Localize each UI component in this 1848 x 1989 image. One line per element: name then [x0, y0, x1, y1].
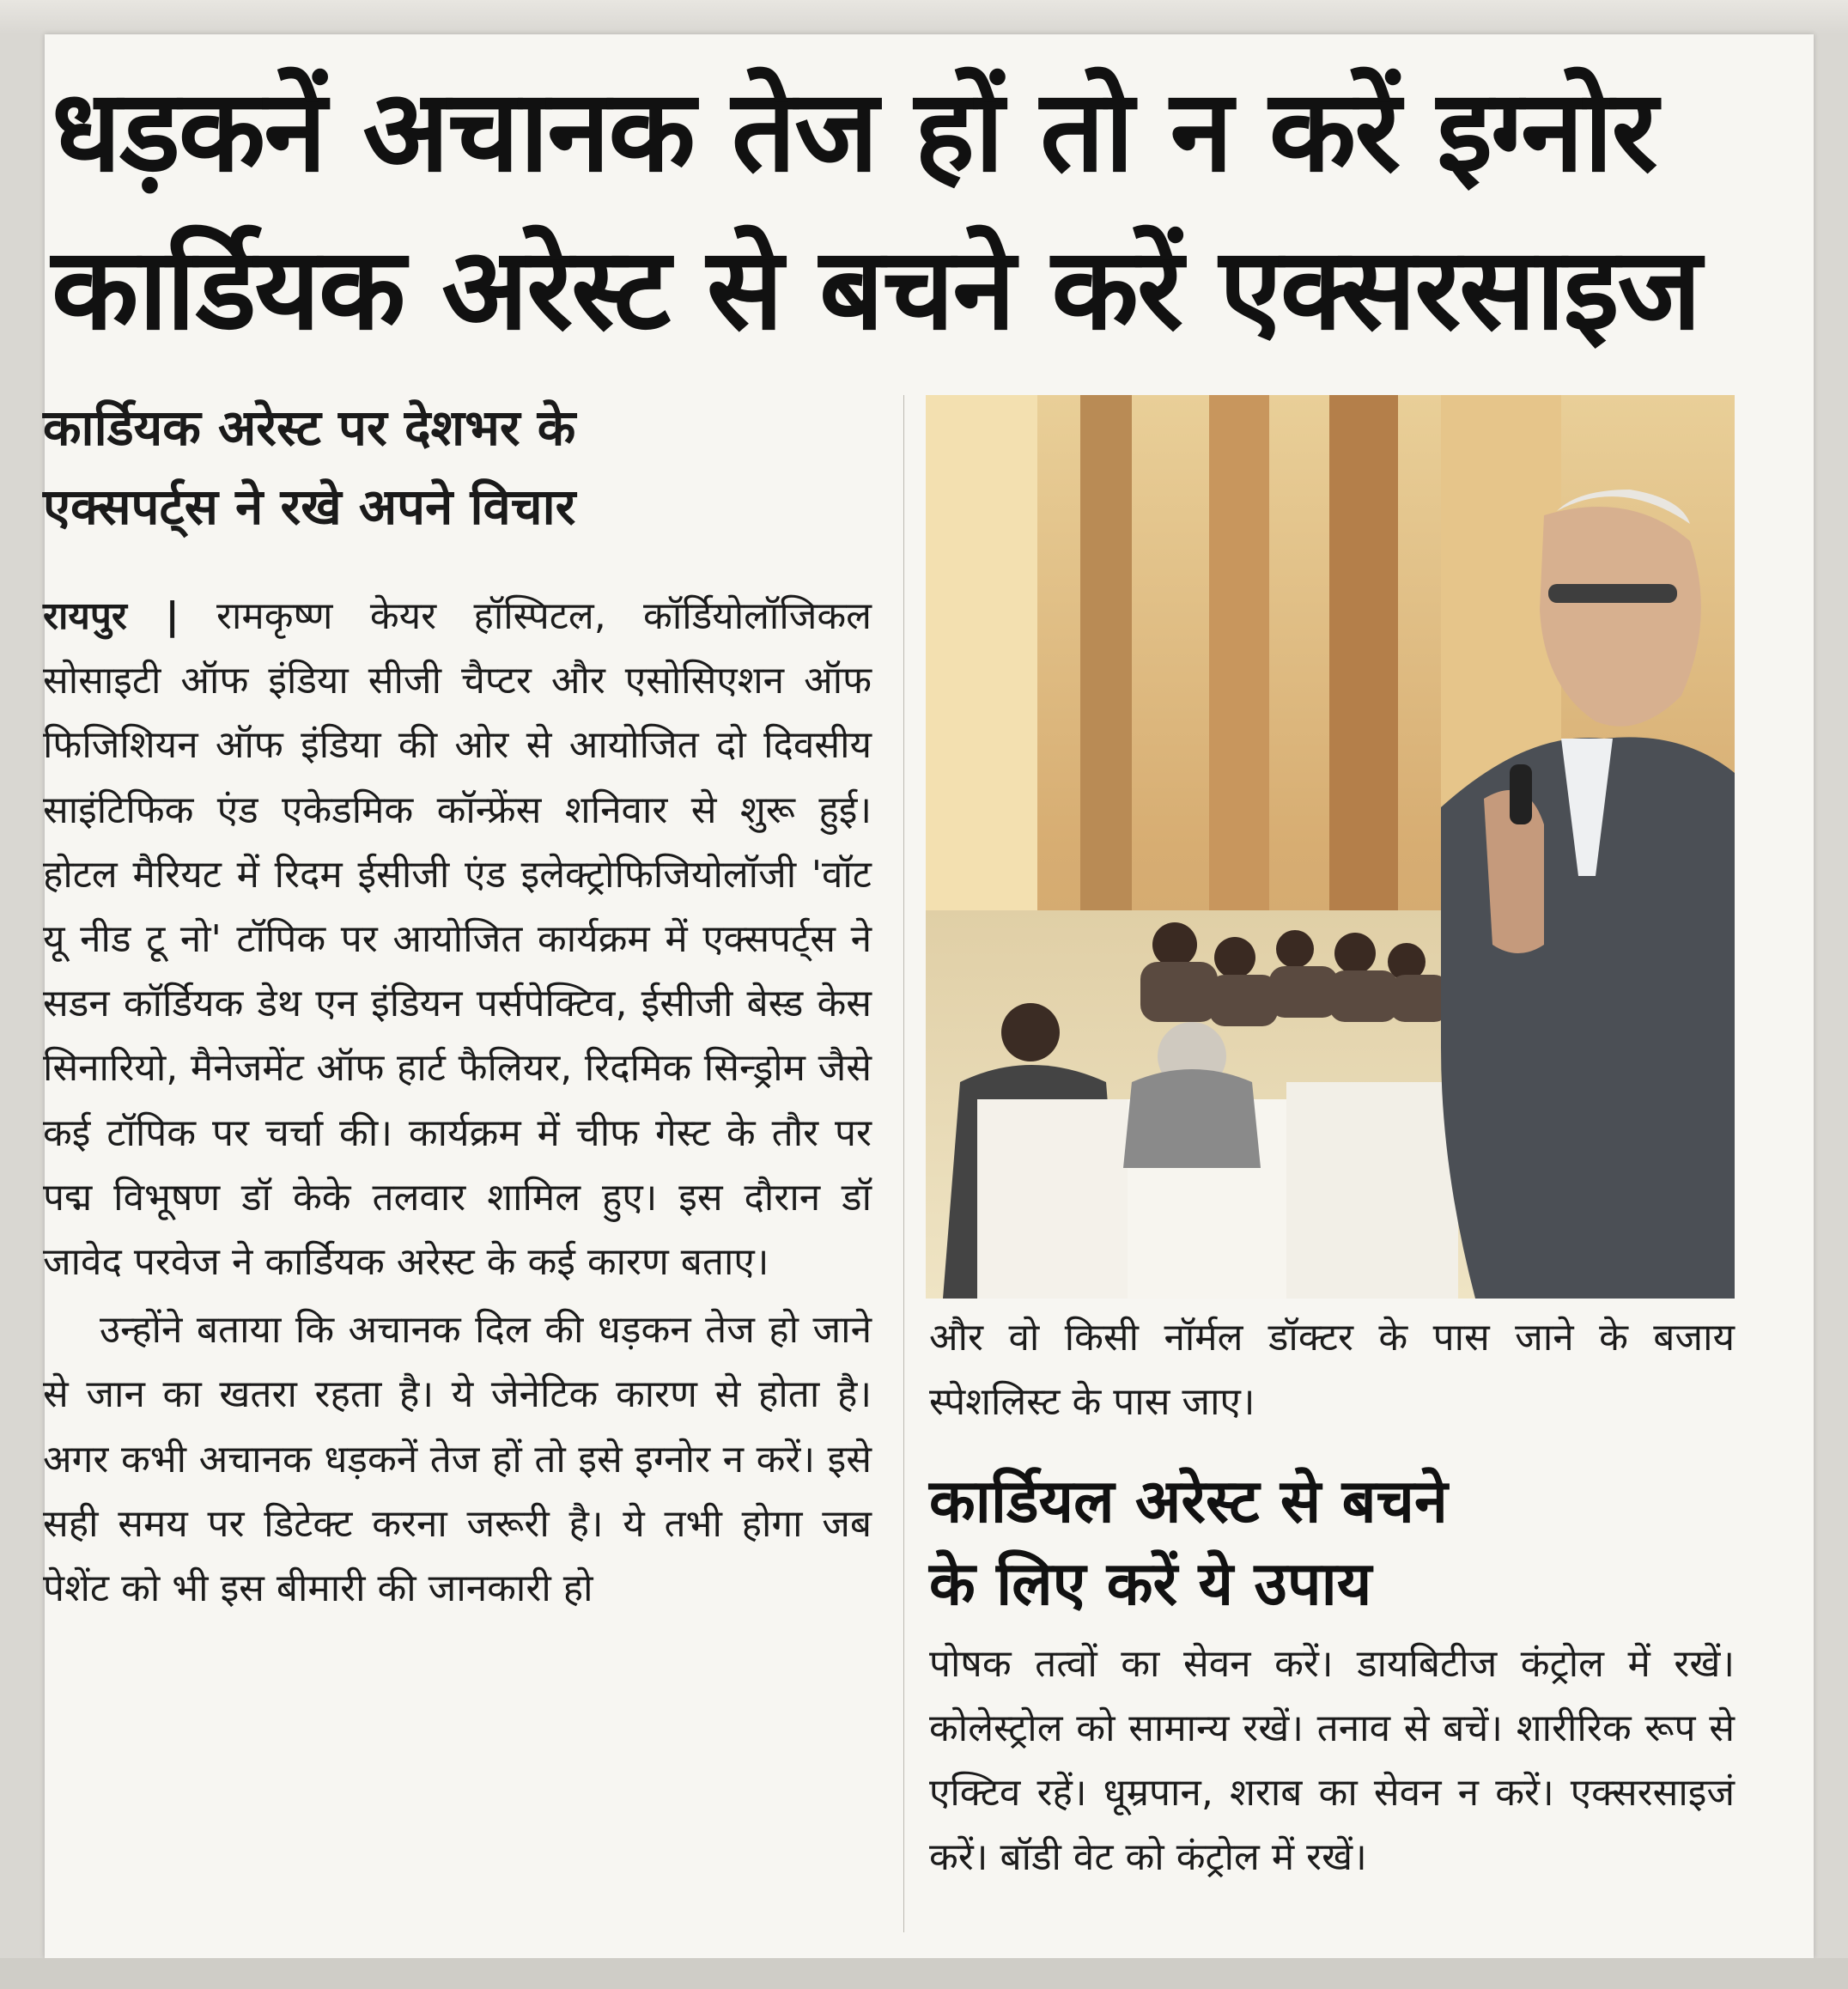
column-divider — [903, 395, 904, 1932]
article-paragraph-1 — [43, 584, 872, 1294]
dateline: रायपुर | — [43, 594, 179, 638]
scan-top-edge — [0, 0, 1848, 34]
article-right-column — [929, 1305, 1735, 1889]
sidebar-body: पोषक तत्वों का सेवन करें। डायबिटीज कंट्रोल में रखें। कोलेस्ट्रोल को सामान्य रखें। तनाव से बचें। शारीरिक रूप से एक्टिव रहें। धूम्रपान, शराब का सेवन न करें। एक्सरसाइजं करें। बॉडी वेट को कंट्रोल में रखें। — [929, 1642, 1735, 1879]
paragraph-1-text: रामकृष्ण केयर हॉस्पिटल, कॉर्डियोलॉजिकल सोसाइटी ऑफ इंडिया सीजी चैप्टर और एसोसिएशन ऑफ फिजिशियन ऑफ इंडिया की ओर से आयोजित दो दिवसीय साइंटिफिक एंड एकेडमिक कॉन्फ्रेंस शनिवार से शुरू हुई। होटल मैरियट में रिदम ईसीजी एंड इलेक्ट्रोफिजियोलॉजी 'वॉट यू नीड टू नो' टॉपिक पर आयोजित कार्यक्रम में एक्सपर्ट्स ने सडन कॉर्डियक डेथ एन इंडियन पर्सपेक्टिव, ईसीजी बेस्ड केस सिनारियो, मैनेजमेंट ऑफ हार्ट फैलियर, रिदमिक सिन्ड्रोम जैसे कई टॉपिक पर चर्चा की। कार्यक्रम में चीफ गेस्ट के तौर पर पद्म विभूषण डॉ केके तलवार शामिल हुए। इस दौरान डॉ जावेद परवेज ने कार्डियक अरेस्ट के कई कारण बताए। — [43, 594, 872, 1285]
scan-bottom-edge — [0, 1958, 1848, 1989]
conference-photo — [926, 395, 1735, 1299]
article-left-column — [43, 584, 872, 1621]
article-paragraph-2: उन्होंने बताया कि अचानक दिल की धड़कन तेज हो जाने से जान का खतरा रहता है। ये जेनेटिक कारण से होता है। अगर कभी अचानक धड़कनें तेज हों तो इसे इग्नोर न करें। इसे सही समय पर डिटेक्ट करना जरूरी है। ये तभी होगा जब पेशेंट को भी इस बीमारी की जानकारी हो — [43, 1308, 872, 1611]
subheadline-line-1: कार्डियक अरेस्ट पर देशभर के — [43, 398, 576, 457]
speaker-at-conference-image — [926, 395, 1735, 1299]
sidebar-heading — [929, 1460, 1735, 1625]
subheadline — [43, 388, 867, 546]
sidebar-heading-line-1: कार्डियल अरेस्ट से बचने — [929, 1466, 1448, 1536]
sidebar-heading-line-2: के लिए करें ये उपाय — [929, 1548, 1372, 1619]
headline-line-2: कार्डियक अरेस्ट से बचने करें एक्सरसाइज — [52, 223, 1700, 356]
headline-line-1: धड़कनें अचानक तेज हों तो न करें इग्नोर — [52, 65, 1657, 198]
article-continuation: और वो किसी नॉर्मल डॉक्टर के पास जाने के बजाय स्पेशलिस्ट के पास जाए। — [929, 1316, 1735, 1424]
subheadline-line-2: एक्सपर्ट्स ने रखे अपने विचार — [43, 477, 576, 536]
